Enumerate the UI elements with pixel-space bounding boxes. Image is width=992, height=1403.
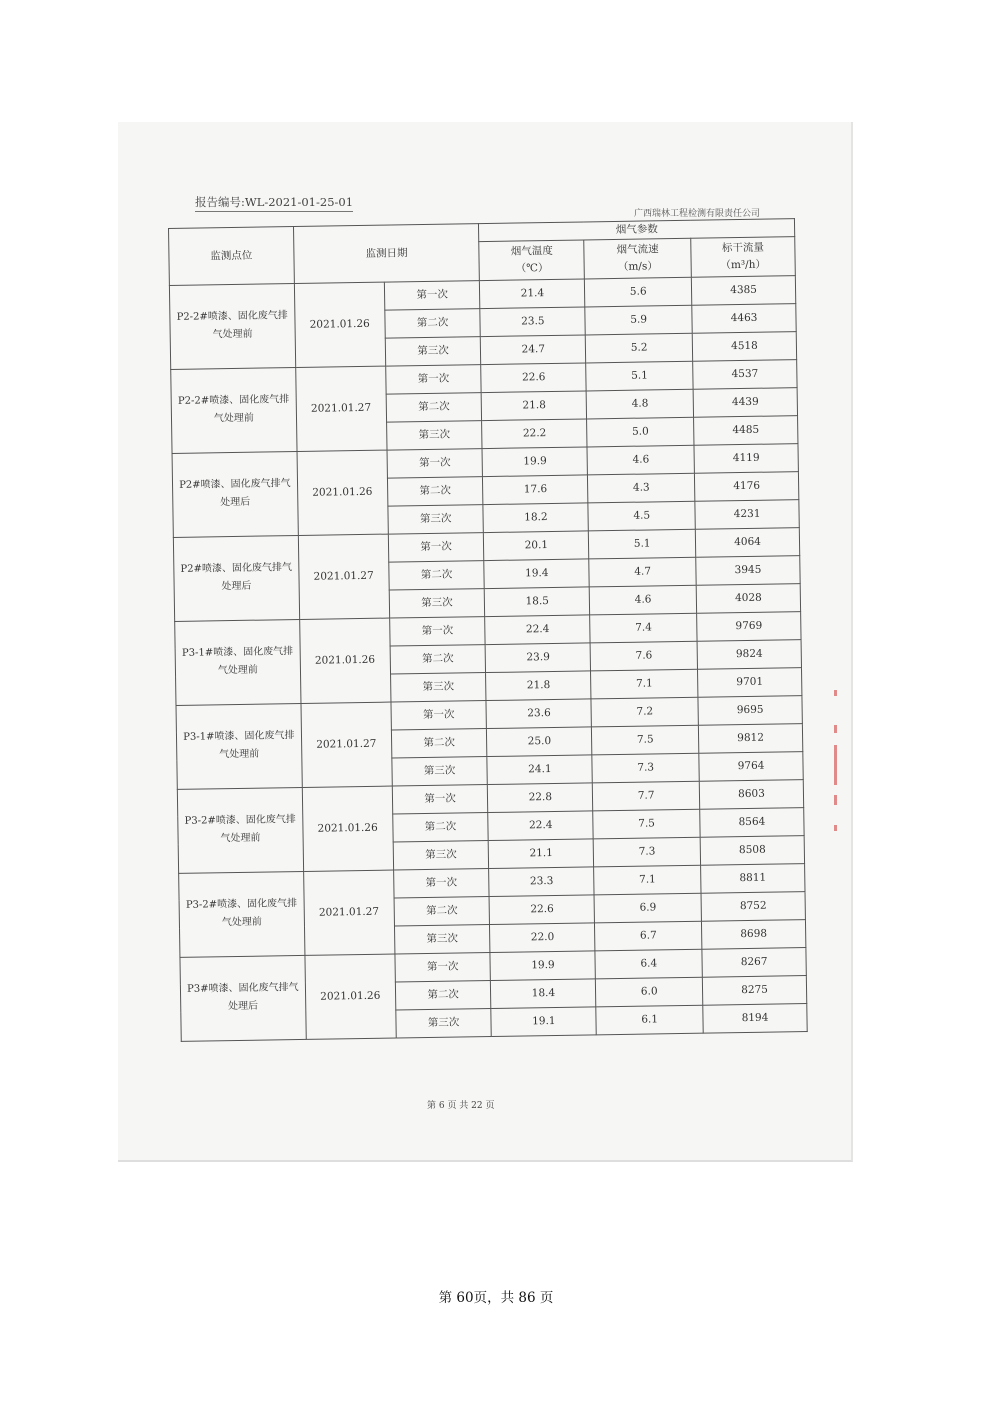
speed-cell: 4.6 <box>589 585 696 615</box>
header-date: 监测日期 <box>293 224 480 284</box>
temp-cell: 22.6 <box>489 895 594 925</box>
time-cell: 第三次 <box>389 588 485 618</box>
point-cell: P3#喷漆、固化废气排气处理后 <box>180 955 306 1041</box>
temp-cell: 22.4 <box>485 615 590 645</box>
time-cell: 第三次 <box>395 1008 491 1038</box>
temp-cell: 21.8 <box>482 391 587 421</box>
time-cell: 第一次 <box>387 448 483 478</box>
speed-cell: 4.3 <box>588 473 695 503</box>
time-cell: 第一次 <box>384 280 480 310</box>
time-cell: 第三次 <box>394 924 490 954</box>
speed-cell: 5.2 <box>585 333 692 363</box>
time-cell: 第三次 <box>386 420 482 450</box>
speed-cell: 5.9 <box>585 305 692 335</box>
flow-cell: 8811 <box>701 863 805 893</box>
speed-cell: 7.5 <box>592 725 699 755</box>
time-cell: 第三次 <box>385 336 481 366</box>
temp-cell: 20.1 <box>484 531 589 561</box>
flow-cell: 9812 <box>698 723 802 753</box>
header-params: 烟气参数 <box>479 219 795 242</box>
inner-page-number: 第 6 页 共 22 页 <box>427 1101 495 1111</box>
temp-cell: 25.0 <box>487 727 592 757</box>
speed-cell: 7.3 <box>593 837 700 867</box>
point-cell: P2-2#喷漆、固化废气排气处理前 <box>169 283 295 369</box>
temp-cell: 23.9 <box>486 643 591 673</box>
point-cell: P3-2#喷漆、固化废气排气处理前 <box>177 787 303 873</box>
speed-cell: 5.0 <box>587 417 694 447</box>
time-cell: 第一次 <box>389 616 485 646</box>
point-cell: P3-1#喷漆、固化废气排气处理前 <box>175 619 301 705</box>
speed-cell: 6.0 <box>596 977 703 1007</box>
date-cell: 2021.01.27 <box>303 870 394 955</box>
flow-cell: 8564 <box>700 807 804 837</box>
flow-cell: 9824 <box>697 639 801 669</box>
date-cell: 2021.01.26 <box>302 786 393 871</box>
time-cell: 第二次 <box>392 812 488 842</box>
temp-cell: 21.4 <box>480 279 585 309</box>
flow-cell: 9769 <box>697 611 801 641</box>
seal-fragment <box>834 690 837 696</box>
flow-cell: 8752 <box>701 891 805 921</box>
speed-cell: 4.7 <box>589 557 696 587</box>
speed-cell: 6.9 <box>594 893 701 923</box>
header-point: 监测点位 <box>169 227 295 286</box>
flow-cell: 3945 <box>696 555 800 585</box>
time-cell: 第二次 <box>395 980 491 1010</box>
time-cell: 第一次 <box>395 952 491 982</box>
date-cell: 2021.01.26 <box>299 618 390 703</box>
temp-cell: 19.1 <box>491 1007 596 1037</box>
temp-cell: 22.2 <box>482 419 587 449</box>
flow-cell: 8603 <box>699 779 803 809</box>
flow-cell: 4385 <box>691 275 795 305</box>
time-cell: 第三次 <box>388 504 484 534</box>
flow-cell: 4028 <box>696 583 800 613</box>
header-flow-label: 标干流量 <box>721 241 765 255</box>
speed-cell: 7.5 <box>593 809 700 839</box>
temp-cell: 21.1 <box>489 839 594 869</box>
temp-cell: 17.6 <box>483 475 588 505</box>
speed-cell: 7.1 <box>594 865 701 895</box>
report-number: 报告编号:WL-2021-01-25-01 <box>195 194 353 212</box>
date-cell: 2021.01.27 <box>295 366 386 451</box>
flow-cell: 4064 <box>695 527 799 557</box>
time-cell: 第一次 <box>391 700 487 730</box>
time-cell: 第三次 <box>393 840 489 870</box>
speed-cell: 5.1 <box>586 361 693 391</box>
time-cell: 第三次 <box>392 756 488 786</box>
speed-cell: 7.7 <box>593 781 700 811</box>
temp-cell: 19.9 <box>490 951 595 981</box>
time-cell: 第二次 <box>387 476 483 506</box>
temp-cell: 24.1 <box>487 755 592 785</box>
flue-gas-table <box>168 218 808 1042</box>
time-cell: 第一次 <box>393 868 489 898</box>
flow-cell: 8275 <box>702 975 806 1005</box>
temp-cell: 19.9 <box>482 447 587 477</box>
temp-cell: 21.8 <box>486 671 591 701</box>
flow-cell: 9701 <box>698 667 802 697</box>
header-speed-unit: （m/s） <box>617 260 658 273</box>
temp-cell: 24.7 <box>481 335 586 365</box>
speed-cell: 7.6 <box>590 641 697 671</box>
speed-cell: 4.8 <box>586 389 693 419</box>
speed-cell: 6.7 <box>595 921 702 951</box>
flow-cell: 4463 <box>692 303 796 333</box>
speed-cell: 4.6 <box>587 445 694 475</box>
temp-cell: 19.4 <box>484 559 589 589</box>
header-flow <box>691 236 796 277</box>
temp-cell: 18.5 <box>485 587 590 617</box>
flow-cell: 4485 <box>694 415 798 445</box>
time-cell: 第一次 <box>392 784 488 814</box>
time-cell: 第一次 <box>385 364 481 394</box>
point-cell: P2#喷漆、固化废气排气处理后 <box>173 535 299 621</box>
time-cell: 第二次 <box>386 392 482 422</box>
header-temp-label: 烟气温度 <box>510 244 553 258</box>
flow-cell: 8698 <box>702 919 806 949</box>
time-cell: 第二次 <box>391 728 487 758</box>
flow-cell: 4119 <box>694 443 798 473</box>
flow-cell: 8267 <box>702 947 806 977</box>
date-cell: 2021.01.26 <box>297 450 388 535</box>
time-cell: 第二次 <box>390 644 486 674</box>
seal-fragment <box>834 825 837 831</box>
date-cell: 2021.01.27 <box>298 534 389 619</box>
temp-cell: 22.4 <box>488 811 593 841</box>
time-cell: 第二次 <box>394 896 490 926</box>
date-cell: 2021.01.27 <box>301 702 392 787</box>
header-temp <box>479 240 584 281</box>
table-body <box>169 275 807 1041</box>
flow-cell: 8194 <box>703 1003 807 1033</box>
temp-cell: 23.5 <box>480 307 585 337</box>
seal-fragment <box>834 795 837 805</box>
company-name: 广西瑞林工程检测有限责任公司 <box>634 209 761 219</box>
header-speed <box>584 238 691 279</box>
outer-page-number: 第 60页，共 86 页 <box>438 1290 554 1306</box>
header-flow-unit: （m³/h） <box>720 258 767 272</box>
temp-cell: 23.3 <box>489 867 594 897</box>
point-cell: P3-2#喷漆、固化废气排气处理前 <box>179 871 305 957</box>
speed-cell: 7.4 <box>590 613 697 643</box>
temp-cell: 22.8 <box>488 783 593 813</box>
point-cell: P2-2#喷漆、固化废气排气处理前 <box>171 367 297 453</box>
flow-cell: 9764 <box>699 751 803 781</box>
speed-cell: 7.1 <box>591 669 698 699</box>
speed-cell: 5.1 <box>589 529 696 559</box>
flow-cell: 4537 <box>693 359 797 389</box>
flow-cell: 4518 <box>692 331 796 361</box>
speed-cell: 4.5 <box>588 501 695 531</box>
flow-cell: 4231 <box>695 499 799 529</box>
header-temp-unit: （℃） <box>515 261 549 275</box>
temp-cell: 18.4 <box>491 979 596 1009</box>
temp-cell: 18.2 <box>483 503 588 533</box>
flow-cell: 8508 <box>700 835 804 865</box>
header-speed-label: 烟气流速 <box>616 243 659 256</box>
speed-cell: 7.2 <box>591 697 698 727</box>
speed-cell: 5.6 <box>585 277 692 307</box>
speed-cell: 6.4 <box>595 949 702 979</box>
speed-cell: 7.3 <box>592 753 699 783</box>
seal-fragment <box>834 725 837 733</box>
flow-cell: 4439 <box>693 387 797 417</box>
flow-cell: 4176 <box>695 471 799 501</box>
time-cell: 第一次 <box>388 532 484 562</box>
point-cell: P2#喷漆、固化废气排气处理后 <box>172 451 298 537</box>
time-cell: 第二次 <box>384 308 480 338</box>
temp-cell: 22.6 <box>481 363 586 393</box>
flow-cell: 9695 <box>698 695 802 725</box>
date-cell: 2021.01.26 <box>305 954 396 1039</box>
seal-fragment <box>834 745 837 785</box>
temp-cell: 23.6 <box>486 699 591 729</box>
point-cell: P3-1#喷漆、固化废气排气处理前 <box>176 703 302 789</box>
date-cell: 2021.01.26 <box>294 282 385 367</box>
time-cell: 第三次 <box>390 672 486 702</box>
speed-cell: 6.1 <box>596 1005 703 1035</box>
time-cell: 第二次 <box>388 560 484 590</box>
temp-cell: 22.0 <box>490 923 595 953</box>
